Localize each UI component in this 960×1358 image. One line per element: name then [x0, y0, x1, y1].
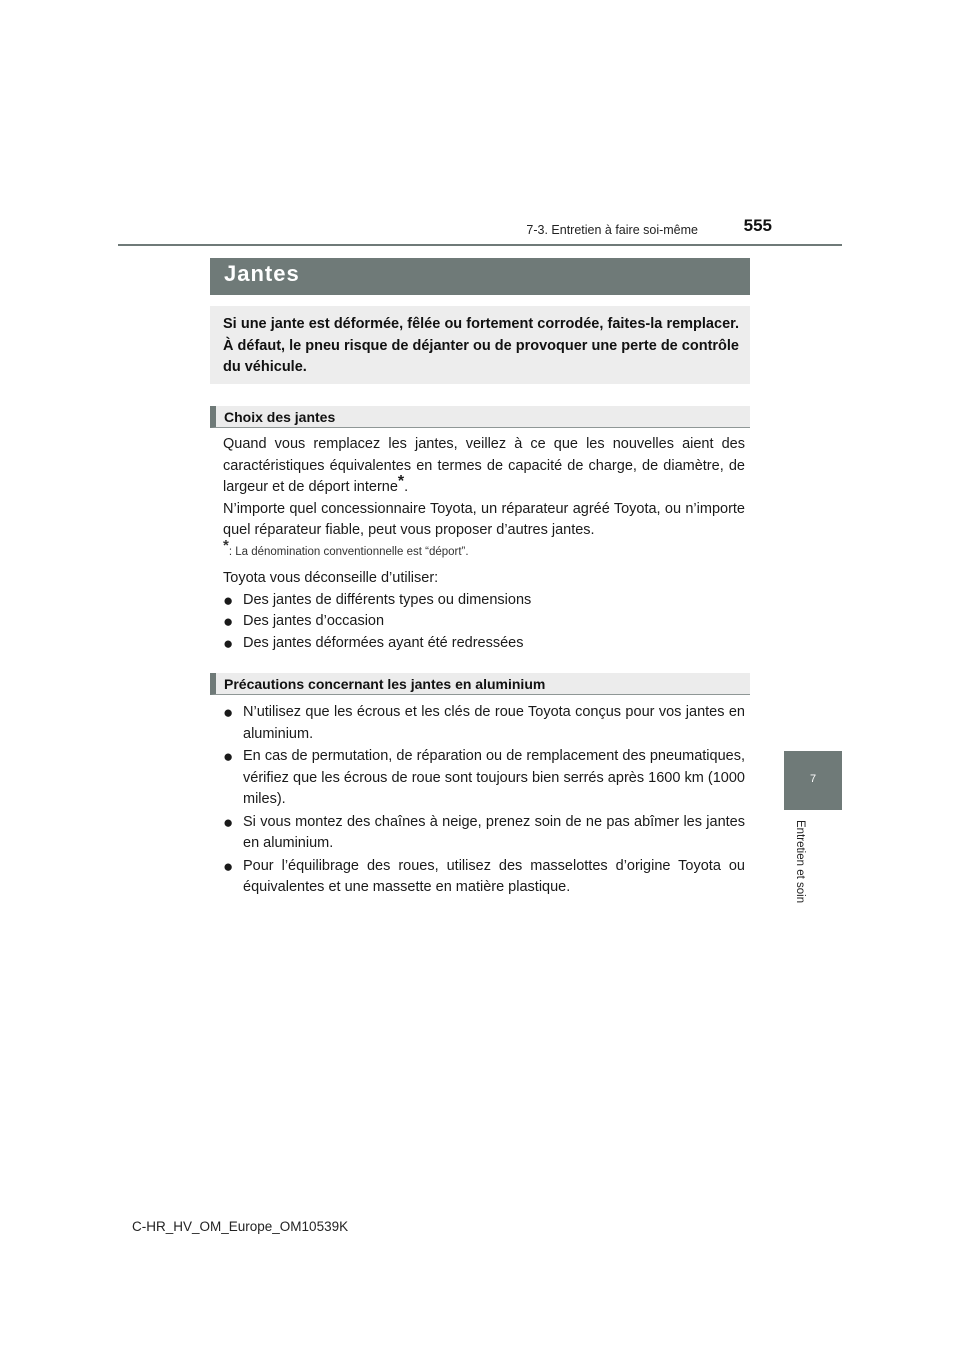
section-reference: 7-3. Entretien à faire soi-même: [526, 223, 698, 237]
subheading-precautions: [210, 673, 750, 695]
bullet-icon: ●: [223, 747, 234, 766]
list-item: ● Pour l’équilibrage des roues, utilisez des masselottes d’origine Toyota ou équivalentes et une massette en matière plastique.: [223, 856, 745, 895]
footnote: *: La dénomination conventionnelle est “déport”.: [223, 536, 469, 558]
section-precautions-body: [223, 702, 745, 899]
page-title: Jantes: [224, 261, 300, 286]
list-item: ● Des jantes de différents types ou dimensions: [223, 590, 532, 610]
paragraph-choix: Quand vous remplacez les jantes, veillez à ce que les nouvelles aient des caractéristiques équivalentes en termes de capacité de charge, de diamètre, de largeur et de déport interne*.: [223, 436, 745, 495]
bullet-icon: ●: [223, 856, 234, 876]
list-item: ● Des jantes déformées ayant été redressées: [223, 633, 524, 653]
intro-text: Si une jante est déformée, fêlée ou fortement corrodée, faites-la remplacer. À défaut, le pneu risque de déjanter ou de provoquer une perte de contrôle du véhicule.: [223, 316, 739, 375]
footnote-star: *: [223, 536, 229, 554]
chapter-tab: [784, 751, 842, 810]
page-number: 555: [743, 216, 772, 235]
bullet-icon: ●: [223, 703, 234, 722]
list-item: ● Des jantes d’occasion: [223, 612, 385, 631]
title-bar: [210, 258, 750, 295]
footnote-marker: *: [397, 473, 405, 490]
intro-box: [210, 306, 750, 384]
list-item: ● En cas de permutation, de réparation ou de remplacement des pneumatiques, vérifiez que les écrous de roue sont toujours bien serrés après 1600 km (1000 miles).: [223, 747, 745, 807]
list-item: ● Si vous montez des chaînes à neige, prenez soin de ne pas abîmer les jantes en aluminium.: [223, 812, 745, 851]
subheading-precautions-label: Précautions concernant les jantes en aluminium: [224, 676, 546, 692]
bullet-icon: ●: [223, 812, 234, 832]
paragraph-dealers: N’importe quel concessionnaire Toyota, un réparateur agréé Toyota, ou n’importe quel réparateur fiable, peut vous proposer d’autres jantes.: [223, 500, 745, 538]
bullet-icon: ●: [223, 633, 234, 653]
chapter-number: 7: [809, 773, 817, 785]
bullet-icon: ●: [223, 590, 234, 610]
lead-text: Toyota vous déconseille d’utiliser:: [223, 570, 439, 586]
subheading-choix: [210, 406, 750, 428]
bullet-icon: ●: [223, 612, 234, 631]
list-item: ● N’utilisez que les écrous et les clés de roue Toyota conçus pour vos jantes en aluminium.: [223, 703, 745, 742]
subheading-choix-label: Choix des jantes: [224, 409, 336, 425]
chapter-label: Entretien et soin: [794, 820, 806, 904]
header-rule: [118, 244, 842, 246]
section-choix-body: [223, 434, 745, 654]
document-code: C-HR_HV_OM_Europe_OM10539K: [132, 1219, 349, 1234]
